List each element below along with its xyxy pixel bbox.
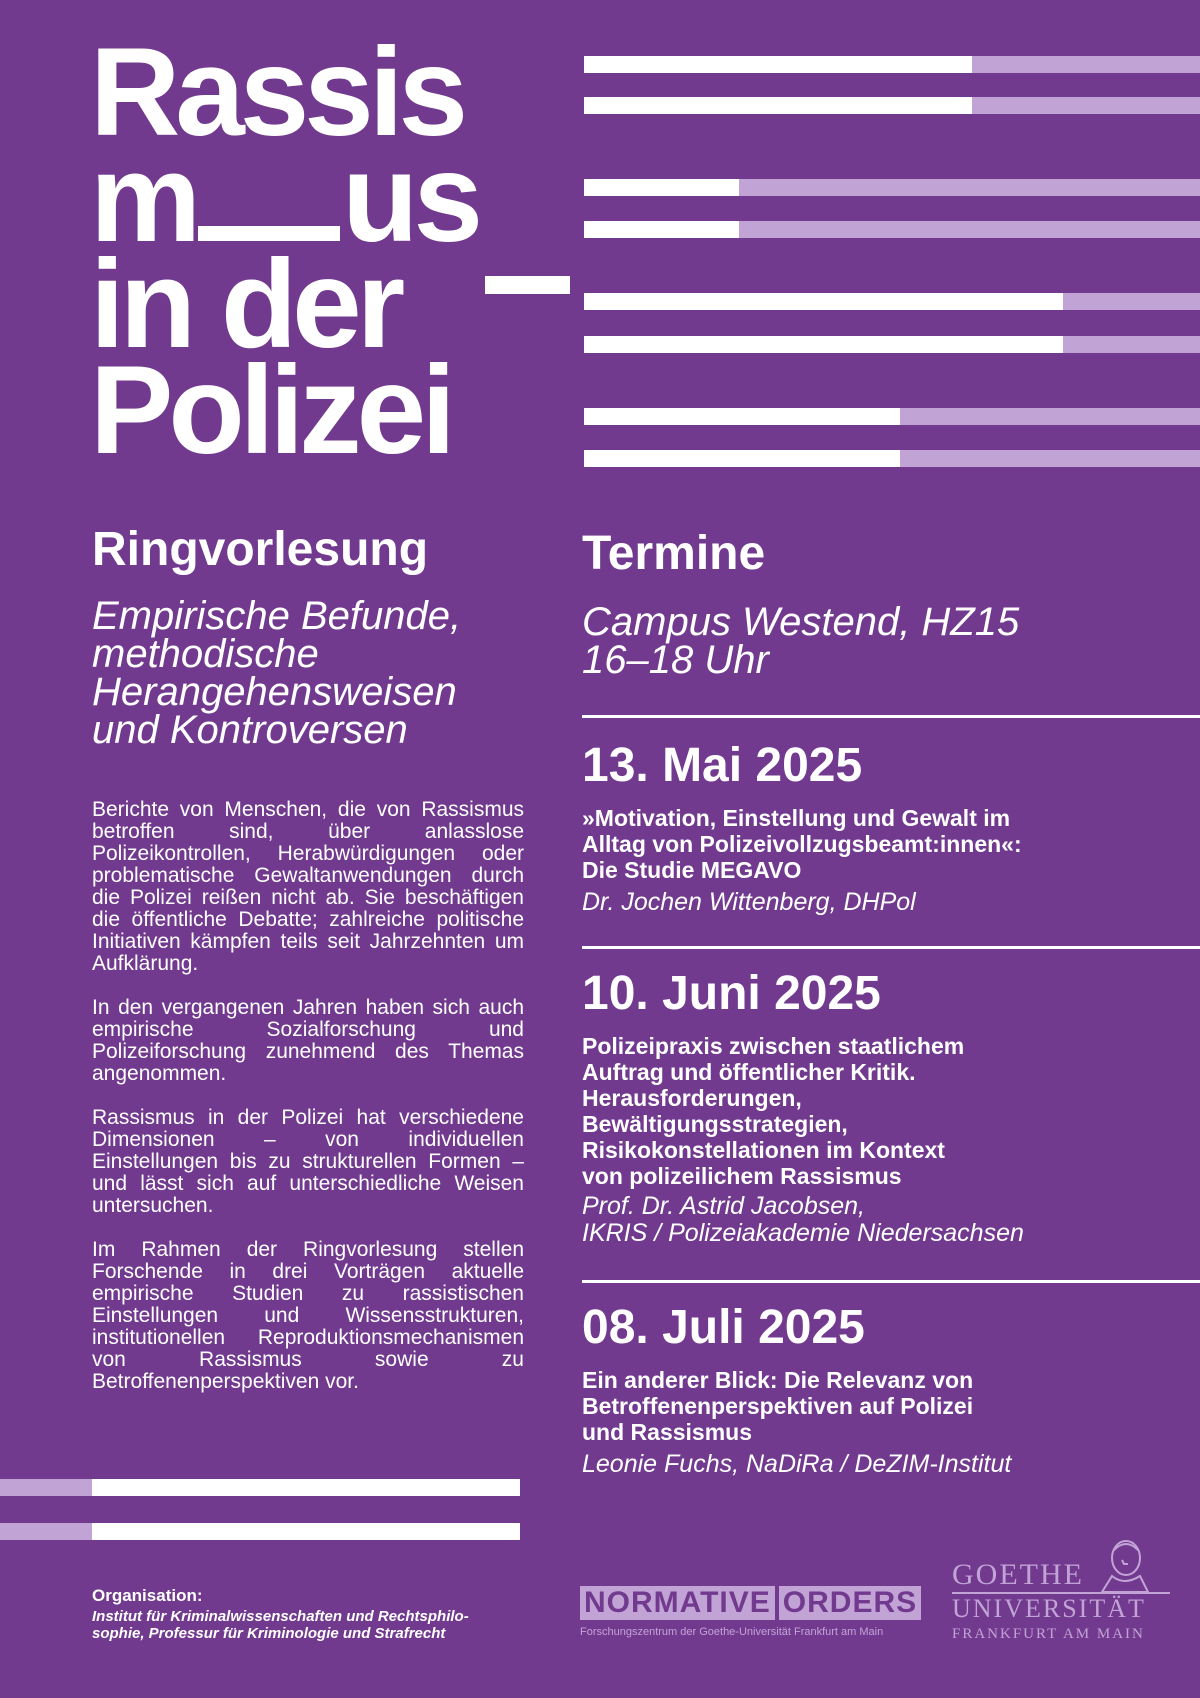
title-line-2-right: us — [342, 129, 479, 268]
series-subtitle — [92, 594, 524, 752]
event-date: 13. Mai 2025 — [582, 739, 863, 792]
schedule-heading: Termine — [582, 527, 766, 580]
subtitle-line-2: methodische — [92, 632, 319, 676]
event-title-line: Bewältigungsstrategien, — [582, 1111, 848, 1137]
divider — [582, 1280, 1200, 1283]
description-paragraph: In den vergangenen Jahren haben sich auch empirische Sozialforschung und Polizeiforschung zunehmend des Themas angenommen. — [92, 996, 524, 1085]
description-paragraph: Berichte von Menschen, die von Rassismus betroffen sind, über anlasslose Polizeikontrollen, Herabwürdigungen oder problematische Gewaltanwendungen durch die Polizei reißen nicht ab. Sie beschäftigen die öffentliche Debatte; zahlreiche politische Initiativen kämpfen teils seit Jahrzehnten um Aufklärung. — [92, 798, 524, 975]
title-line-3-text: in der — [90, 235, 401, 374]
event-2 — [582, 966, 1182, 1247]
event-1 — [582, 738, 1182, 916]
event-title-line: Herausforderungen, — [582, 1085, 802, 1111]
subtitle-line-1: Empirische Befunde, — [92, 594, 462, 638]
subtitle-line-3: Herangehensweisen — [92, 670, 457, 714]
goethe-line-3: FRANKFURT AM MAIN — [952, 1626, 1145, 1642]
divider — [582, 715, 1200, 718]
normative-word: NORMATIVE — [580, 1586, 775, 1620]
event-date: 08. Juli 2025 — [582, 1301, 865, 1354]
subtitle-line-4: und Kontroversen — [92, 708, 408, 752]
event-speaker: IKRIS / Polizeiakademie Niedersachsen — [582, 1219, 1024, 1247]
event-title-line: von polizeilichem Rassismus — [582, 1163, 902, 1189]
event-title — [582, 805, 1182, 883]
divider — [582, 946, 1200, 949]
goethe-portrait-icon — [1092, 1536, 1156, 1594]
title-line-3-underline — [485, 276, 570, 294]
organisation — [92, 1586, 542, 1642]
goethe-line-1: GOETHE — [952, 1558, 1084, 1591]
event-title-line: Polizeipraxis zwischen staatlichem — [582, 1033, 965, 1059]
event-title-line: und Rassismus — [582, 1419, 752, 1445]
event-title — [582, 1033, 1182, 1189]
title-line-4: Polizei — [90, 341, 451, 480]
description-paragraph: Rassismus in der Polizei hat verschiedene Dimensionen – von individuellen Einstellungen bis zu strukturellen Formen – und lässt sich auf unterschiedliche Weisen untersuchen. — [92, 1106, 524, 1217]
title-line-1: Rassis — [90, 23, 464, 162]
goethe-university-logo — [952, 1536, 1182, 1644]
title-line-2-left: m — [90, 129, 197, 268]
event-speaker: Leonie Fuchs, NaDiRa / DeZIM-Institut — [582, 1450, 1012, 1478]
event-date: 10. Juni 2025 — [582, 967, 881, 1020]
event-title-line: Die Studie MEGAVO — [582, 857, 802, 883]
left-column — [92, 522, 524, 1393]
venue: Campus Westend, HZ15 — [582, 600, 1020, 644]
orders-word: ORDERS — [779, 1586, 921, 1620]
description-paragraph: Im Rahmen der Ringvorlesung stellen Forschende in drei Vorträgen aktuelle empirische Studien zu rassistischen Einstellungen und Wissensstrukturen, institutionellen Reproduktionsmechanismen von Rassismus sowie zu Betroffenenperspektiven vor. — [92, 1238, 524, 1393]
title-line-3 — [90, 235, 478, 374]
event-title — [582, 1367, 1182, 1445]
organisation-line-2: sophie, Professur für Kriminologie und Strafrecht — [92, 1625, 446, 1642]
event-title-line: Betroffenenperspektiven auf Polizei — [582, 1393, 974, 1419]
event-title-line: »Motivation, Einstellung und Gewalt im — [582, 805, 1011, 831]
organisation-line-1: Institut für Kriminalwissenschaften und Rechtsphilo- — [92, 1608, 469, 1625]
event-title-line: Ein anderer Blick: Die Relevanz von — [582, 1367, 974, 1393]
normative-orders-wordmark — [580, 1586, 918, 1620]
schedule-header — [582, 526, 1182, 682]
event-speaker: Dr. Jochen Wittenberg, DHPol — [582, 888, 916, 916]
event-3 — [582, 1300, 1182, 1478]
event-title-line: Risikokonstellationen im Kontext — [582, 1137, 945, 1163]
poster-title — [90, 23, 479, 480]
event-title-line: Alltag von Polizeivollzugsbeamt:innen«: — [582, 831, 1022, 857]
normative-orders-logo — [580, 1586, 918, 1638]
event-speaker: Prof. Dr. Astrid Jacobsen, — [582, 1192, 865, 1220]
normative-orders-tagline: Forschungszentrum der Goethe-Universität Frankfurt am Main — [580, 1626, 884, 1638]
description — [92, 799, 524, 1393]
series-heading: Ringvorlesung — [92, 523, 429, 576]
time: 16–18 Uhr — [582, 638, 769, 682]
event-title-line: Auftrag und öffentlicher Kritik. — [582, 1059, 916, 1085]
organisation-label: Organisation: — [92, 1586, 203, 1605]
goethe-line-2: UNIVERSITÄT — [952, 1594, 1146, 1623]
